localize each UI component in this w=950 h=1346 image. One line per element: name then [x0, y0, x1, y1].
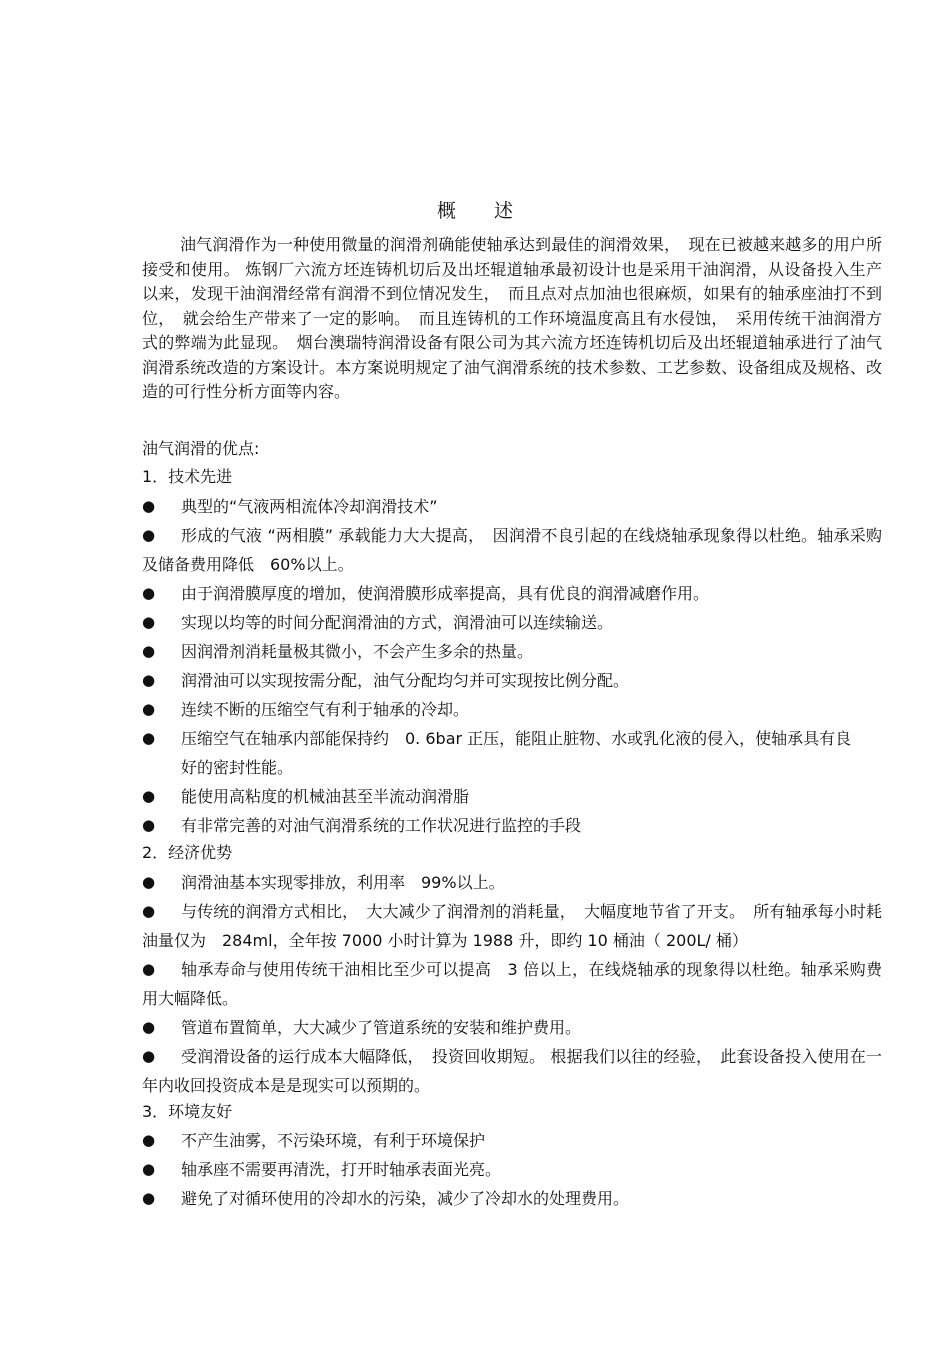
- bullet-icon: ●: [142, 873, 156, 891]
- bullet-icon: ●: [142, 729, 156, 747]
- bullet-icon: ●: [142, 1131, 156, 1149]
- bullet-icon: ●: [142, 497, 156, 515]
- bullet-icon: ●: [142, 902, 156, 920]
- list-item: ● 润滑油可以实现按需分配，油气分配均匀并可实现按比例分配。: [142, 666, 882, 695]
- list-item: ● 因润滑剂消耗量极其微小，不会产生多余的热量。: [142, 637, 882, 666]
- section-heading-3: 3．环境友好: [142, 1102, 233, 1121]
- list-item: ● 形成的气液 “两相膜” 承载能力大大提高， 因润滑不良引起的在线烧轴承现象得以杜绝。轴承采购及储备费用降低 60%以上。: [142, 521, 882, 579]
- advantages-heading: 油气润滑的优点:: [142, 439, 260, 458]
- list-item: ● 润滑油基本实现零排放，利用率 99%以上。: [142, 868, 882, 897]
- list-item: ● 实现以均等的时间分配润滑油的方式，润滑油可以连续输送。: [142, 608, 882, 637]
- page-title: 概 述: [436, 200, 513, 222]
- bullet-icon: ●: [142, 960, 156, 978]
- section-heading-2: 2．经济优势: [142, 843, 233, 862]
- list-item: ● 压缩空气在轴承内部能保持约 0. 6bar 正压，能阻止脏物、水或乳化液的侵入，使轴承具有良好的密封性能。: [142, 724, 862, 782]
- bullet-icon: ●: [142, 671, 156, 689]
- list-item: ● 由于润滑膜厚度的增加，使润滑膜形成率提高，具有优良的润滑减磨作用。: [142, 579, 882, 608]
- list-item: ● 有非常完善的对油气润滑系统的工作状况进行监控的手段: [142, 811, 882, 840]
- list-item: ● 避免了对循环使用的冷却水的污染，减少了冷却水的处理费用。: [142, 1184, 882, 1213]
- bullet-icon: ●: [142, 1047, 156, 1065]
- bullet-icon: ●: [142, 526, 156, 544]
- list-item: ● 管道布置简单，大大减少了管道系统的安装和维护费用。: [142, 1013, 882, 1042]
- list-item: ● 不产生油雾，不污染环境，有利于环境保护: [142, 1126, 882, 1155]
- bullet-icon: ●: [142, 1160, 156, 1178]
- list-item: ● 能使用高粘度的机械油甚至半流动润滑脂: [142, 782, 882, 811]
- bullet-icon: ●: [142, 1018, 156, 1036]
- list-item: ● 连续不断的压缩空气有利于轴承的冷却。: [142, 695, 882, 724]
- bullet-icon: ●: [142, 584, 156, 602]
- bullet-icon: ●: [142, 700, 156, 718]
- list-item: ● 轴承寿命与使用传统干油相比至少可以提高 3 倍以上，在线烧轴承的现象得以杜绝。轴承采购费用大幅降低。: [142, 955, 882, 1013]
- intro-paragraph: 油气润滑作为一种使用微量的润滑剂确能使轴承达到最佳的润滑效果， 现在已被越来越多的用户所接受和使用。 炼钢厂六流方坯连铸机切后及出坯辊道轴承最初设计也是采用干油润滑，从设备投入生产以来，发现干油润滑经常有润滑不到位情况发生， 而且点对点加油也很麻烦，如果有的轴承座油打不到位， 就会给生产带来了一定的影响。 而且连铸机的工作环境温度高且有水侵蚀， 采用传统干油润滑方式的弊端为此显现。 烟台澳瑞特润滑设备有限公司为其六流方坯连铸机切后及出坯辊道轴承进行了油气润滑系统改造的方案设计。本方案说明规定了油气润滑系统的技术参数、工艺参数、设备组成及规格、改造的可行性分析方面等内容。: [142, 235, 882, 401]
- bullet-icon: ●: [142, 642, 156, 660]
- list-item: ● 受润滑设备的运行成本大幅降低， 投资回收期短。 根据我们以往的经验， 此套设备投入使用在一年内收回投资成本是是现实可以预期的。: [142, 1042, 882, 1100]
- list-item: ● 与传统的润滑方式相比， 大大减少了润滑剂的消耗量， 大幅度地节省了开支。 所有轴承每小时耗油量仅为 284ml，全年按 7000 小时计算为 1988 升，即约 10 桶油（ 200L/ 桶）: [142, 897, 882, 955]
- bullet-icon: ●: [142, 1189, 156, 1207]
- bullet-icon: ●: [142, 787, 156, 805]
- list-item: ● 轴承座不需要再清洗，打开时轴承表面光亮。: [142, 1155, 882, 1184]
- bullet-icon: ●: [142, 613, 156, 631]
- list-item: ● 典型的“气液两相流体冷却润滑技术”: [142, 492, 882, 521]
- bullet-icon: ●: [142, 816, 156, 834]
- section-heading-1: 1．技术先进: [142, 467, 233, 486]
